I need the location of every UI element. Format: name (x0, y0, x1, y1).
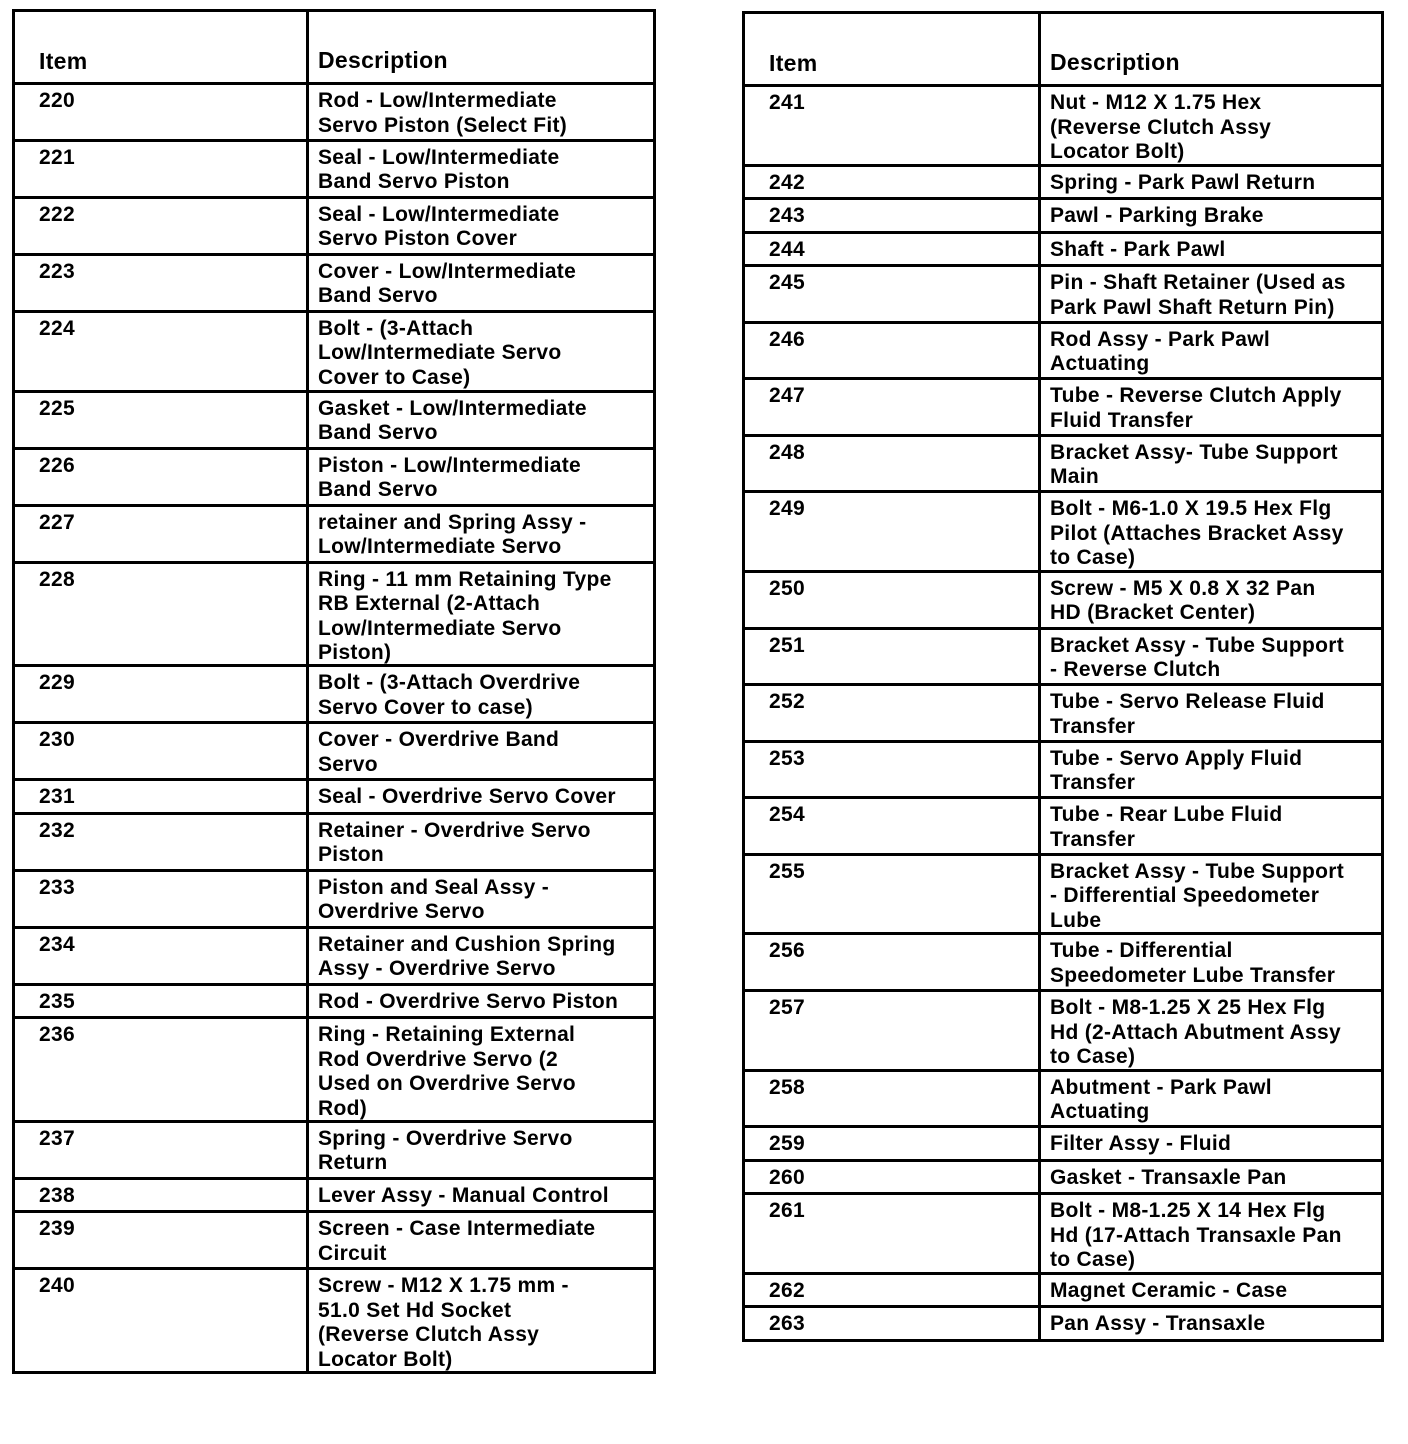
item-description-cell: Nut - M12 X 1.75 Hex (Reverse Clutch Assy Locator Bolt) (1050, 91, 1272, 163)
table-row (15, 447, 653, 504)
table-row (745, 197, 1381, 230)
item-number-cell: 240 (15, 1270, 309, 1370)
table-row (745, 231, 1381, 264)
table-header (15, 12, 653, 82)
table-row (745, 321, 1381, 378)
table-row (745, 1305, 1381, 1338)
item-description-cell: Retainer and Cushion Spring Assy - Overdrive Servo (318, 932, 616, 981)
item-description-cell: Shaft - Park Pawl (1050, 237, 1226, 261)
item-number-cell: 249 (745, 493, 1041, 570)
item-description-cell: Piston - Low/Intermediate Band Servo (318, 453, 582, 502)
table-row (15, 196, 653, 253)
table-row (15, 390, 653, 447)
table-row (15, 253, 653, 310)
item-description-cell: Bracket Assy- Tube Support Main (1050, 440, 1338, 489)
table-row (745, 683, 1381, 740)
item-description-cell: Bracket Assy - Tube Support - Differential Speedometer Lube (1050, 859, 1344, 932)
item-description-cell: retainer and Spring Assy - Low/Intermediate Servo (318, 510, 587, 559)
table-row (15, 561, 653, 664)
table-row (745, 796, 1381, 853)
item-description-cell: Gasket - Low/Intermediate Band Servo (318, 396, 587, 445)
item-description-cell: Bolt - M8-1.25 X 25 Hex Flg Hd (2-Attach Abutment Assy to Case) (1050, 996, 1341, 1068)
item-number-cell: 252 (745, 686, 1041, 740)
item-description-cell: Tube - Servo Release Fluid Transfer (1050, 690, 1325, 738)
table-row (745, 84, 1381, 164)
description-column-header: Description (318, 47, 448, 73)
table-row (15, 778, 653, 812)
item-description-cell: Rod - Low/Intermediate Servo Piston (Select Fit) (318, 89, 568, 137)
table-row (15, 504, 653, 561)
item-number-cell: 253 (745, 743, 1041, 797)
table-row (15, 812, 653, 869)
item-number-cell: 233 (15, 872, 309, 926)
item-number-cell: 227 (15, 507, 309, 561)
parts-table-right (742, 11, 1384, 1342)
table-row (745, 1159, 1381, 1192)
item-number-cell: 228 (15, 564, 309, 664)
item-number-cell: 231 (15, 781, 309, 812)
item-number-cell: 237 (15, 1123, 309, 1177)
item-number-cell: 223 (15, 256, 309, 310)
item-number-cell: 221 (15, 142, 309, 196)
item-description-cell: Screw - M12 X 1.75 mm - 51.0 Set Hd Socket (Reverse Clutch Assy Locator Bolt) (318, 1274, 569, 1371)
item-description-cell: Cover - Overdrive Band Servo (318, 728, 560, 776)
item-description-cell: Bracket Assy - Tube Support - Reverse Clutch (1050, 633, 1344, 682)
table-row (15, 1267, 653, 1370)
item-description-cell: Seal - Low/Intermediate Band Servo Piston (318, 145, 560, 194)
item-number-cell: 242 (745, 167, 1041, 197)
item-description-cell: Magnet Ceramic - Case (1050, 1278, 1288, 1302)
table-row (15, 1016, 653, 1119)
item-number-cell: 262 (745, 1275, 1041, 1305)
item-number-cell: 222 (15, 199, 309, 253)
item-description-cell: Cover - Low/Intermediate Band Servo (318, 259, 577, 308)
item-number-cell: 220 (15, 85, 309, 139)
table-row (15, 82, 653, 139)
item-description-cell: Retainer - Overdrive Servo Piston (318, 818, 591, 867)
table-row (745, 740, 1381, 797)
item-number-cell: 244 (745, 234, 1041, 264)
item-number-cell: 258 (745, 1072, 1041, 1126)
table-row (15, 1120, 653, 1177)
item-description-cell: Spring - Overdrive Servo Return (318, 1126, 573, 1175)
table-row (15, 310, 653, 390)
item-number-cell: 251 (745, 630, 1041, 684)
item-description-cell: Tube - Differential Speedometer Lube Transfer (1050, 939, 1336, 987)
item-description-cell: Tube - Servo Apply Fluid Transfer (1050, 746, 1303, 795)
description-column-header: Description (1050, 49, 1180, 75)
item-number-cell: 241 (745, 87, 1041, 164)
item-description-cell: Pan Assy - Transaxle (1050, 1312, 1266, 1336)
item-number-cell: 259 (745, 1128, 1041, 1158)
table-row (745, 1192, 1381, 1272)
item-column-header: Item (15, 12, 309, 82)
table-row (15, 869, 653, 926)
table-header (745, 14, 1381, 84)
item-number-cell: 234 (15, 929, 309, 983)
item-description-cell: Ring - 11 mm Retaining Type RB External (2-Attach Low/Intermediate Servo Piston) (318, 567, 612, 665)
item-description-cell: Tube - Rear Lube Fluid Transfer (1050, 803, 1283, 851)
item-number-cell: 232 (15, 815, 309, 869)
item-description-cell: Bolt - M8-1.25 X 14 Hex Flg Hd (17-Attach Transaxle Pan to Case) (1050, 1199, 1342, 1272)
item-description-cell: Rod Assy - Park Pawl Actuating (1050, 327, 1270, 376)
table-row (745, 570, 1381, 627)
item-number-cell: 246 (745, 324, 1041, 378)
table-row (745, 434, 1381, 491)
item-number-cell: 224 (15, 313, 309, 390)
item-number-cell: 230 (15, 724, 309, 778)
item-number-cell: 263 (745, 1308, 1041, 1338)
table-row (15, 983, 653, 1017)
item-number-cell: 225 (15, 393, 309, 447)
table-row (15, 721, 653, 778)
item-description-cell: Pin - Shaft Retainer (Used as Park Pawl Shaft Return Pin) (1050, 271, 1346, 319)
item-number-cell: 236 (15, 1019, 309, 1119)
item-description-cell: Seal - Overdrive Servo Cover (318, 785, 616, 809)
parts-table-left (12, 9, 656, 1374)
table-row (745, 164, 1381, 197)
item-number-cell: 257 (745, 992, 1041, 1069)
item-number-cell: 229 (15, 667, 309, 721)
item-number-cell: 255 (745, 856, 1041, 933)
item-description-cell: Seal - Low/Intermediate Servo Piston Cover (318, 202, 560, 251)
table-row (745, 264, 1381, 321)
table-row (745, 1272, 1381, 1305)
table-row (15, 926, 653, 983)
table-row (745, 1125, 1381, 1158)
item-description-cell: Screen - Case Intermediate Circuit (318, 1217, 596, 1265)
item-description-cell: Piston and Seal Assy - Overdrive Servo (318, 875, 550, 924)
item-number-cell: 248 (745, 437, 1041, 491)
item-number-cell: 235 (15, 986, 309, 1017)
item-column-header: Item (745, 14, 1041, 84)
item-number-cell: 239 (15, 1213, 309, 1267)
item-description-cell: Tube - Reverse Clutch Apply Fluid Transfer (1050, 384, 1342, 432)
item-description-cell: Bolt - M6-1.0 X 19.5 Hex Flg Pilot (Attaches Bracket Assy to Case) (1050, 497, 1344, 570)
item-number-cell: 226 (15, 450, 309, 504)
item-description-cell: Pawl - Parking Brake (1050, 204, 1264, 228)
item-description-cell: Screw - M5 X 0.8 X 32 Pan HD (Bracket Center) (1050, 576, 1316, 625)
item-description-cell: Lever Assy - Manual Control (318, 1183, 609, 1207)
item-description-cell: Abutment - Park Pawl Actuating (1050, 1075, 1272, 1124)
item-description-cell: Filter Assy - Fluid (1050, 1132, 1232, 1156)
table-row (745, 377, 1381, 434)
item-number-cell: 245 (745, 267, 1041, 321)
table-row (15, 139, 653, 196)
item-number-cell: 250 (745, 573, 1041, 627)
table-row (745, 932, 1381, 989)
item-number-cell: 243 (745, 200, 1041, 230)
item-number-cell: 261 (745, 1195, 1041, 1272)
table-row (745, 490, 1381, 570)
table-row (745, 989, 1381, 1069)
item-number-cell: 238 (15, 1180, 309, 1211)
item-description-cell: Bolt - (3-Attach Low/Intermediate Servo Cover to Case) (318, 316, 562, 389)
table-row (15, 1210, 653, 1267)
item-description-cell: Rod - Overdrive Servo Piston (318, 989, 619, 1013)
item-description-cell: Gasket - Transaxle Pan (1050, 1165, 1287, 1189)
item-number-cell: 256 (745, 935, 1041, 989)
item-number-cell: 260 (745, 1162, 1041, 1192)
item-description-cell: Spring - Park Pawl Return (1050, 170, 1316, 194)
item-number-cell: 247 (745, 380, 1041, 434)
table-row (745, 853, 1381, 933)
table-row (745, 627, 1381, 684)
table-row (745, 1069, 1381, 1126)
table-row (15, 1177, 653, 1211)
table-row (15, 664, 653, 721)
item-description-cell: Bolt - (3-Attach Overdrive Servo Cover to case) (318, 671, 581, 719)
item-description-cell: Ring - Retaining External Rod Overdrive Servo (2 Used on Overdrive Servo Rod) (318, 1023, 576, 1120)
item-number-cell: 254 (745, 799, 1041, 853)
